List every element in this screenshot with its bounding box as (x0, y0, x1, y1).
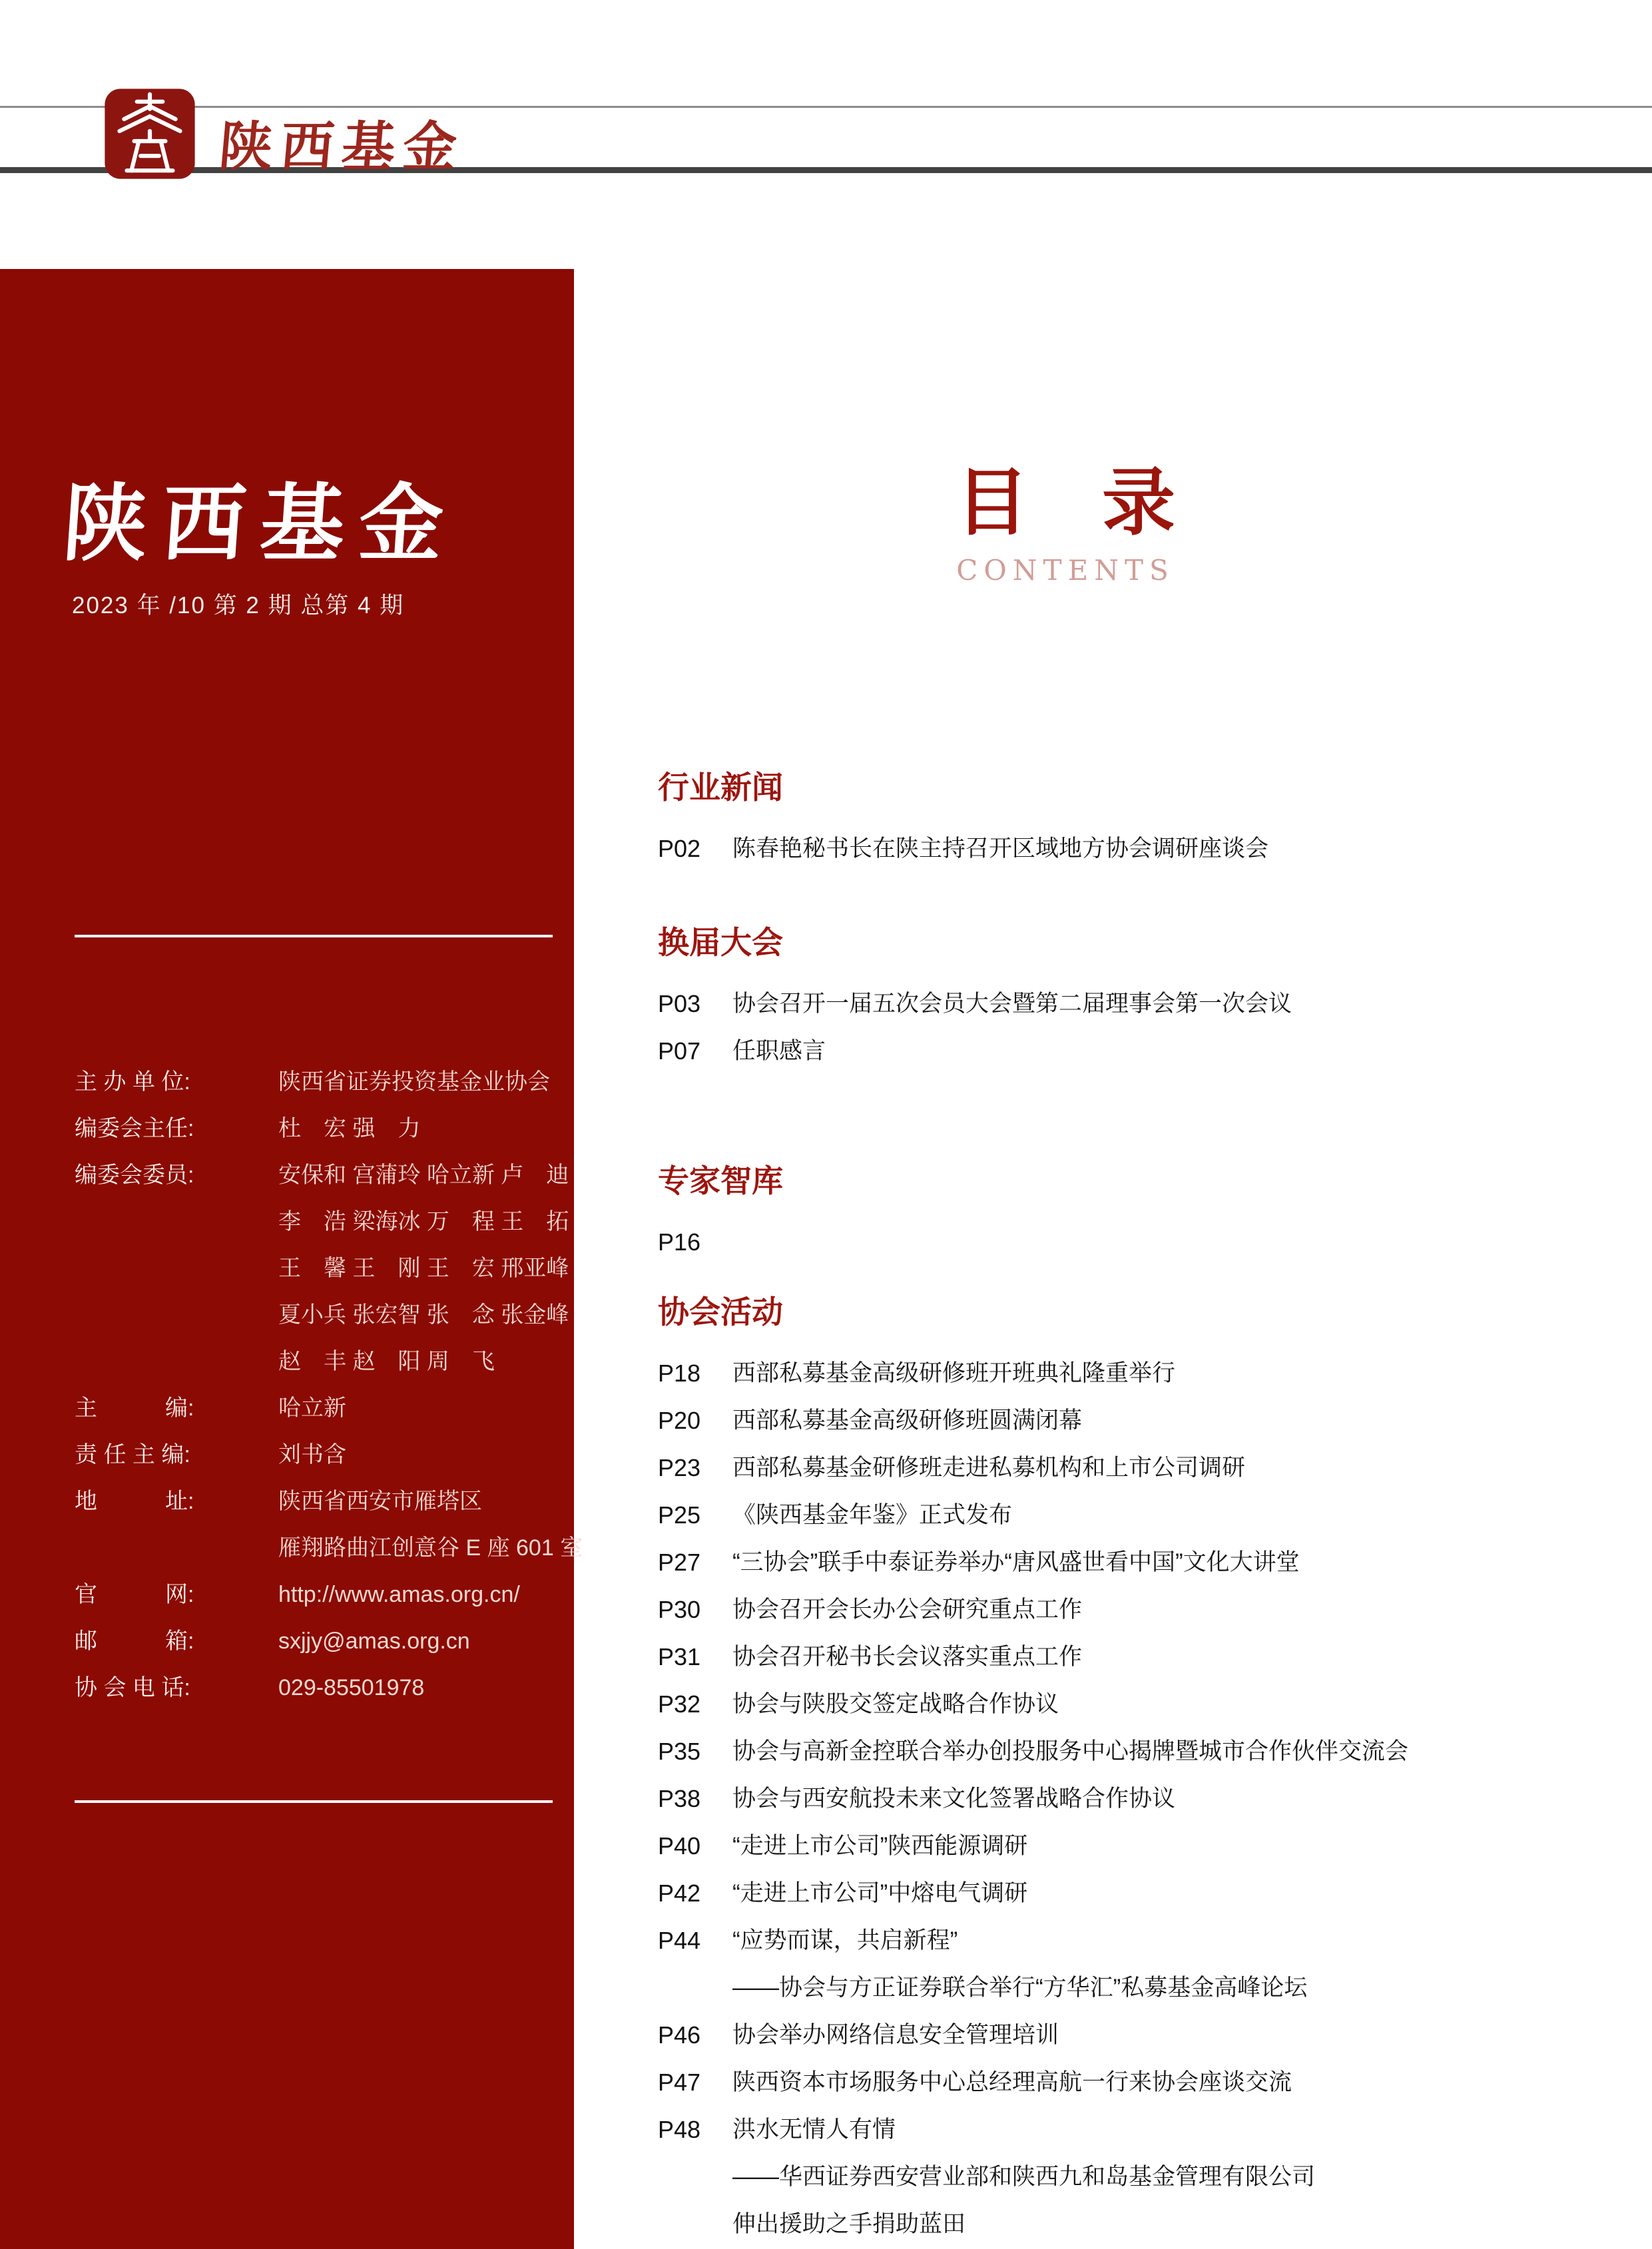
toc-item-title (732, 1680, 1610, 1728)
toc-item-title (732, 1728, 1610, 1775)
toc-item-title-line: “应势而谋，共启新程” (732, 1927, 958, 1953)
sidebar-field-value-line: 029-85501978 (278, 1675, 425, 1700)
sidebar-field-value-line: sxjjy@amas.org.cn (278, 1628, 470, 1654)
toc-item-page: P03 (658, 990, 701, 1017)
toc-item-title (732, 2011, 1610, 2059)
toc-item (658, 1027, 1610, 1075)
toc-item-title-line: 陕西资本市场服务中心总经理高航一行来协会座谈交流 (732, 2069, 1292, 2095)
sidebar-info-row (75, 1059, 554, 1105)
toc-item-title-line: 协会举办网络信息安全管理培训 (732, 2022, 1059, 2048)
sidebar-field-value-line: 杜 宏 强 力 (278, 1116, 421, 1141)
toc-item (658, 1539, 1610, 1586)
toc-item-title (732, 1633, 1610, 1680)
toc-item-page: P30 (658, 1596, 701, 1623)
sidebar-field-label: 主 办 单 位: (75, 1069, 190, 1095)
toc-item-title-line: 西部私募基金高级研修班圆满闭幕 (732, 1407, 1083, 1433)
toc-item (658, 1680, 1610, 1728)
toc-item-page: P31 (658, 1643, 701, 1670)
toc-item-page: P38 (658, 1785, 701, 1812)
toc-item-page: P25 (658, 1501, 701, 1529)
toc-item-title-line: 协会召开一届五次会员大会暨第二届理事会第一次会议 (732, 991, 1292, 1017)
toc-item-title (732, 1775, 1610, 1822)
toc-item-title-line: 洪水无情人有情 (732, 2117, 896, 2142)
toc-item-title (732, 1539, 1610, 1586)
sidebar-field-value-line: 赵 丰 赵 阳 周 飞 (278, 1349, 495, 1374)
sidebar-field-value (278, 1664, 424, 1711)
sidebar-field-value (278, 1385, 346, 1431)
sidebar-info-row (75, 1152, 569, 1385)
toc-item-title-line: 伸出援助之手捐助蓝田 (732, 2211, 966, 2237)
toc-section (658, 923, 1610, 1075)
toc-item-title-line: 协会召开秘书长会议落实重点工作 (732, 1644, 1083, 1670)
sidebar-field-value-line: 哈立新 (278, 1395, 346, 1421)
toc-item-title-line: 协会与西安航投未来文化签署战略合作协议 (732, 1786, 1176, 1812)
toc-item-title (732, 1218, 1610, 1266)
toc-item-title (732, 1870, 1610, 1917)
sidebar-field-value-line: 陕西省西安市雁塔区 (278, 1489, 482, 1514)
sidebar-field-label: 地 址: (75, 1489, 194, 1514)
toc-item-title-line: 任职感言 (732, 1038, 826, 1064)
toc-item-page: P23 (658, 1454, 701, 1481)
toc-item (658, 1633, 1610, 1680)
toc-item-title (732, 1822, 1610, 1870)
toc-item (658, 1917, 1610, 2011)
toc-item-title (732, 980, 1610, 1027)
toc-item-title-line: “走进上市公司”陕西能源调研 (732, 1833, 1028, 1859)
toc-item-page: P07 (658, 1037, 701, 1065)
toc-item-page: P46 (658, 2021, 701, 2049)
sidebar-info-row (75, 1571, 554, 1618)
sidebar-field-value (278, 1152, 569, 1385)
sidebar-field-value (278, 1431, 346, 1478)
toc-item-page: P32 (658, 1690, 701, 1718)
toc-section-heading: 协会活动 (658, 1294, 783, 1330)
toc-item-title (732, 825, 1610, 872)
toc-subtitle: CONTENTS (956, 554, 1175, 587)
toc-section (658, 1292, 1610, 2248)
sidebar-field-label: 主 编: (75, 1395, 194, 1421)
sidebar-field-value-line: http://www.amas.org.cn/ (278, 1582, 520, 1607)
sidebar-field-value (278, 1478, 583, 1571)
toc-item-page: P18 (658, 1360, 701, 1387)
toc-item-title-line: “三协会”联手中泰证券举办“唐风盛世看中国”文化大讲堂 (732, 1549, 1300, 1575)
sidebar-field-value (278, 1059, 550, 1105)
toc-item-page: P20 (658, 1407, 701, 1434)
toc-item-title (732, 1444, 1610, 1491)
toc-item-title-line: 协会与高新金控联合举办创投服务中心揭牌暨城市合作伙伴交流会 (732, 1738, 1409, 1764)
issue-info: 2023 年 /10 第 2 期 总第 4 期 (72, 593, 405, 619)
toc-item-page: P16 (658, 1228, 701, 1256)
toc-item (658, 1822, 1610, 1870)
toc-item-title-line: “走进上市公司”中熔电气调研 (732, 1880, 1028, 1906)
sidebar-divider-top (75, 935, 553, 937)
toc-item-page: P02 (658, 835, 701, 862)
toc-item-page: P40 (658, 1832, 701, 1860)
toc-title: 目 录 (956, 459, 1175, 545)
toc-item (658, 825, 1610, 872)
sidebar-field-value-line: 雁翔路曲江创意谷 E 座 601 室 (278, 1535, 583, 1561)
toc-item (658, 1870, 1610, 1917)
toc-item (658, 1775, 1610, 1822)
toc-item-page: P35 (658, 1738, 701, 1765)
sidebar-panel (0, 269, 583, 2249)
toc-section-heading: 换届大会 (658, 925, 783, 960)
toc-item-page: P27 (658, 1549, 701, 1576)
toc-item (658, 2106, 1610, 2248)
toc-item-title (732, 1917, 1610, 2011)
sidebar-field-value (278, 1105, 420, 1152)
toc-item-title (732, 1586, 1610, 1633)
toc-item-title (732, 2106, 1610, 2248)
toc-item (658, 2059, 1610, 2106)
sidebar-field-value-line: 安保和 宫蒲玲 哈立新 卢 迪 (278, 1162, 569, 1188)
toc-item-page: P44 (658, 1927, 701, 1954)
toc-section (658, 768, 1610, 872)
toc-item-page: P48 (658, 2116, 701, 2143)
sidebar-field-value (278, 1571, 520, 1618)
toc-section-heading: 专家智库 (658, 1163, 783, 1198)
sidebar-field-label: 编委会主任: (75, 1116, 194, 1141)
toc-item-title-line: 陈春艳秘书长在陕主持召开区域地方协会调研座谈会 (732, 836, 1269, 862)
sidebar-field-label: 协 会 电 话: (75, 1675, 190, 1700)
toc-sections (658, 749, 1610, 2248)
toc-item-title-line: ——华西证券西安营业部和陕西九和岛基金管理有限公司 (732, 2164, 1316, 2190)
toc-item (658, 2011, 1610, 2059)
sidebar-field-value-line: 王 馨 王 刚 王 宏 邢亚峰 (278, 1256, 569, 1281)
sidebar-field-label: 编委会委员: (75, 1162, 194, 1188)
toc-item (658, 1397, 1610, 1444)
sidebar-info-row (75, 1664, 554, 1711)
masthead-wordmark: 陕西基金 (60, 474, 461, 573)
toc-item (658, 1728, 1610, 1775)
sidebar-field-value-line: 李 浩 梁海冰 万 程 王 拓 (278, 1209, 569, 1234)
toc-item-title-line: 协会与陕股交签定战略合作协议 (732, 1691, 1059, 1717)
toc-item-page: P42 (658, 1879, 701, 1907)
toc-header (919, 459, 1212, 587)
toc-item-title (732, 1027, 1610, 1075)
toc-item-title (732, 2059, 1610, 2106)
toc-item-title (732, 1491, 1610, 1539)
toc-item (658, 980, 1610, 1027)
sidebar-info-row (75, 1431, 554, 1478)
sidebar-divider-bottom (75, 1800, 553, 1803)
sidebar-field-label: 邮 箱: (75, 1628, 194, 1654)
toc-section-heading: 行业新闻 (658, 770, 783, 805)
brand-wordmark: 陕西基金 (216, 115, 467, 178)
toc-item (658, 1350, 1610, 1397)
sidebar-field-label: 责 任 主 编: (75, 1442, 190, 1467)
sidebar-info-row (75, 1478, 583, 1571)
toc-item (658, 1218, 1610, 1266)
sidebar-info-row (75, 1105, 554, 1152)
toc-item-title-line: ——协会与方正证券联合举行“方华汇”私募基金高峰论坛 (732, 1975, 1308, 2001)
toc-item-title-line: 协会召开会长办公会研究重点工作 (732, 1597, 1083, 1623)
sidebar-field-label: 官 网: (75, 1582, 194, 1607)
sidebar-field-value-line: 刘书含 (278, 1442, 346, 1467)
toc-item-title (732, 1397, 1610, 1444)
toc-item-page: P47 (658, 2069, 701, 2096)
toc-item-title-line: 《陕西基金年鉴》正式发布 (732, 1502, 1013, 1528)
sidebar-field-value-line: 陕西省证券投资基金业协会 (278, 1069, 550, 1095)
sidebar-info (75, 1059, 583, 1711)
sidebar-field-value (278, 1618, 470, 1664)
toc-item-title-line: 西部私募基金研修班走进私募机构和上市公司调研 (732, 1455, 1246, 1481)
toc-item (658, 1444, 1610, 1491)
toc-section (658, 1161, 1610, 1266)
sidebar-info-row (75, 1618, 554, 1664)
toc-item-title-line (732, 1218, 1610, 1266)
sidebar-info-row (75, 1385, 554, 1431)
toc-item-title (732, 1350, 1610, 1397)
brand-seal-logo-icon (101, 88, 198, 180)
sidebar-field-value-line: 夏小兵 张宏智 张 念 张金峰 (278, 1302, 569, 1328)
toc-item (658, 1586, 1610, 1633)
toc-item (658, 1491, 1610, 1539)
toc-item-title-line: 西部私募基金高级研修班开班典礼隆重举行 (732, 1360, 1176, 1386)
